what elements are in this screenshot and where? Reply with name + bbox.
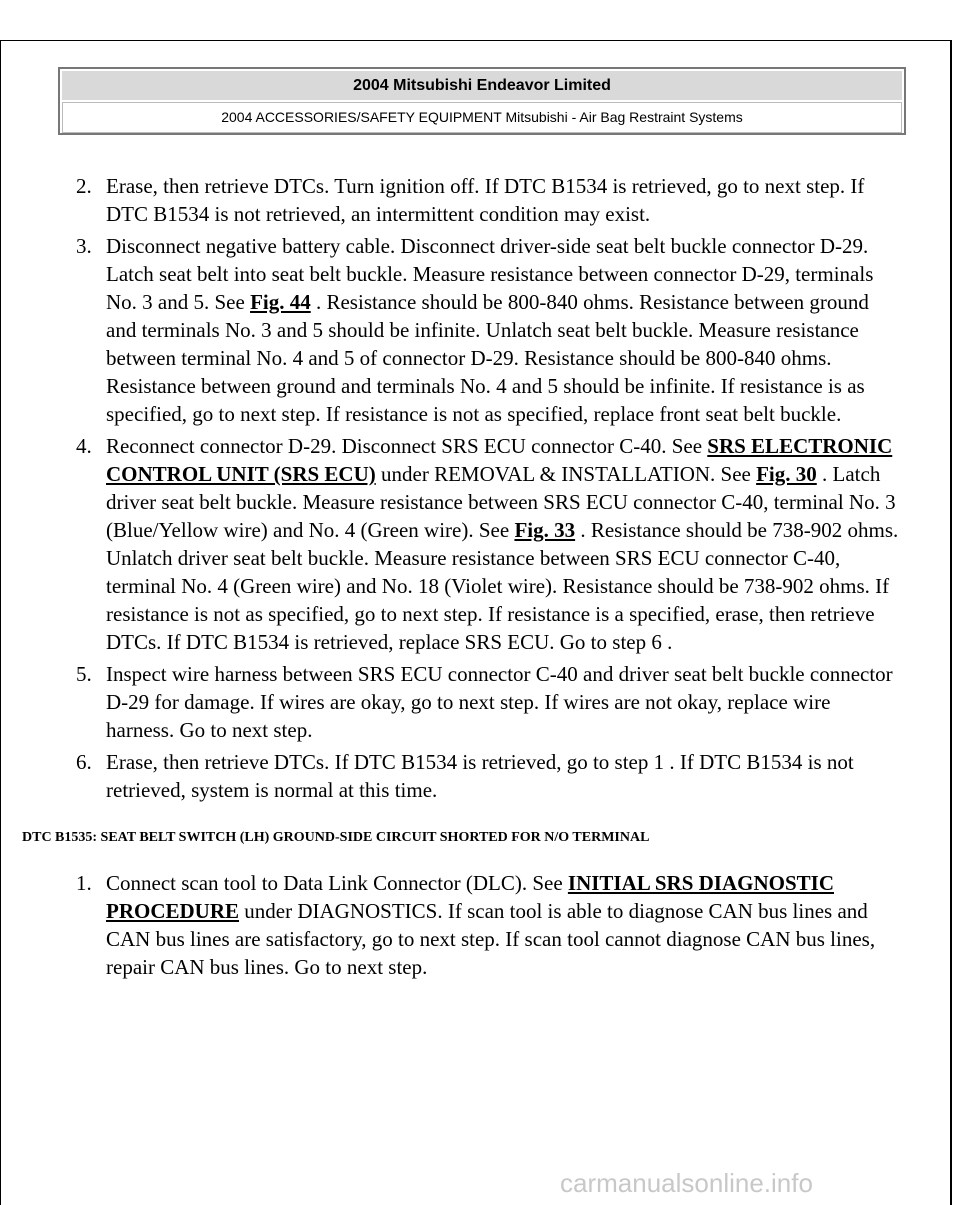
steps-list-b [22, 869, 902, 981]
list-item [22, 432, 902, 656]
vehicle-title: 2004 Mitsubishi Endeavor Limited [62, 71, 902, 100]
step-text: Erase, then retrieve DTCs. Turn ignition off. If DTC B1534 is retrieved, go to next step. If DTC B1534 is not retrieved, an intermittent condition may exist. [106, 174, 865, 226]
step-text: Erase, then retrieve DTCs. If DTC B1534 is retrieved, go to step 1 . If DTC B1534 is not retrieved, system is normal at this time. [106, 750, 854, 802]
watermark: carmanualsonline.info [560, 1168, 813, 1198]
step-text: . Resistance should be 800-840 ohms. Resistance between ground and terminals No. 3 and 5 should be infinite. Unlatch seat belt buckle. Measure resistance between terminal No. 4 and 5 of connector D-29. Resistance should be 800-840 ohms. Resistance between ground and terminals No. 4 and 5 should be infinite. If resistance is as specified, go to next step. If resistance is not as specified, replace front seat belt buckle. [106, 290, 869, 426]
step-text: . Resistance should be 738-902 ohms. Unlatch driver seat belt buckle. Measure resistance between SRS ECU connector C-40, terminal No. 4 (Green wire) and No. 18 (Violet wire). Resistance should be 738-902 ohms. If resistance is not as specified, go to next step. If resistance is a specified, erase, then retrieve DTCs. If DTC B1534 is retrieved, replace SRS ECU. Go to step 6 . [106, 518, 899, 654]
step-text: Inspect wire harness between SRS ECU connector C-40 and driver seat belt buckle connector D-29 for damage. If wires are okay, go to next step. If wires are not okay, replace wire harness. Go to next step. [106, 662, 893, 742]
list-item [22, 660, 902, 744]
step-number: 3. [76, 234, 92, 258]
dtc-b1535-heading: DTC B1535: SEAT BELT SWITCH (LH) GROUND-SIDE CIRCUIT SHORTED FOR N/O TERMINAL [22, 830, 650, 845]
document-body [22, 172, 902, 985]
list-item [22, 748, 902, 804]
step-text: under REMOVAL & INSTALLATION. See [375, 462, 757, 486]
list-item [22, 232, 902, 428]
document-header [58, 67, 906, 135]
srs-ecu-link[interactable]: SRS ELECTRONIC CONTROL UNIT (SRS ECU) [106, 434, 893, 486]
list-item [22, 172, 902, 228]
initial-srs-diagnostic-link[interactable]: INITIAL SRS DIAGNOSTIC PROCEDURE [106, 871, 834, 923]
step-text: Disconnect negative battery cable. Disconnect driver-side seat belt buckle connector D-29. Latch seat belt into seat belt buckle. Measure resistance between connector D-29, terminals No. 3 and 5. See [106, 234, 874, 314]
step-number: 1. [76, 871, 92, 895]
steps-list-a [22, 172, 902, 804]
list-item [22, 869, 902, 981]
step-number: 6. [76, 750, 92, 774]
step-text: under DIAGNOSTICS. If scan tool is able to diagnose CAN bus lines and CAN bus lines are satisfactory, go to next step. If scan tool cannot diagnose CAN bus lines, repair CAN bus lines. Go to next step. [106, 899, 876, 979]
step-number: 4. [76, 434, 92, 458]
fig-44-link[interactable]: Fig. 44 [250, 290, 311, 314]
step-text: . Latch driver seat belt buckle. Measure resistance between SRS ECU connector C-40, terminal No. 3 (Blue/Yellow wire) and No. 4 (Green wire). See [106, 462, 896, 542]
section-subtitle: 2004 ACCESSORIES/SAFETY EQUIPMENT Mitsubishi - Air Bag Restraint Systems [62, 102, 902, 133]
step-text: Connect scan tool to Data Link Connector (DLC). See [106, 871, 568, 895]
fig-30-link[interactable]: Fig. 30 [756, 462, 817, 486]
step-number: 5. [76, 662, 92, 686]
step-text: Reconnect connector D-29. Disconnect SRS ECU connector C-40. See [106, 434, 708, 458]
step-number: 2. [76, 174, 92, 198]
fig-33-link[interactable]: Fig. 33 [514, 518, 576, 542]
